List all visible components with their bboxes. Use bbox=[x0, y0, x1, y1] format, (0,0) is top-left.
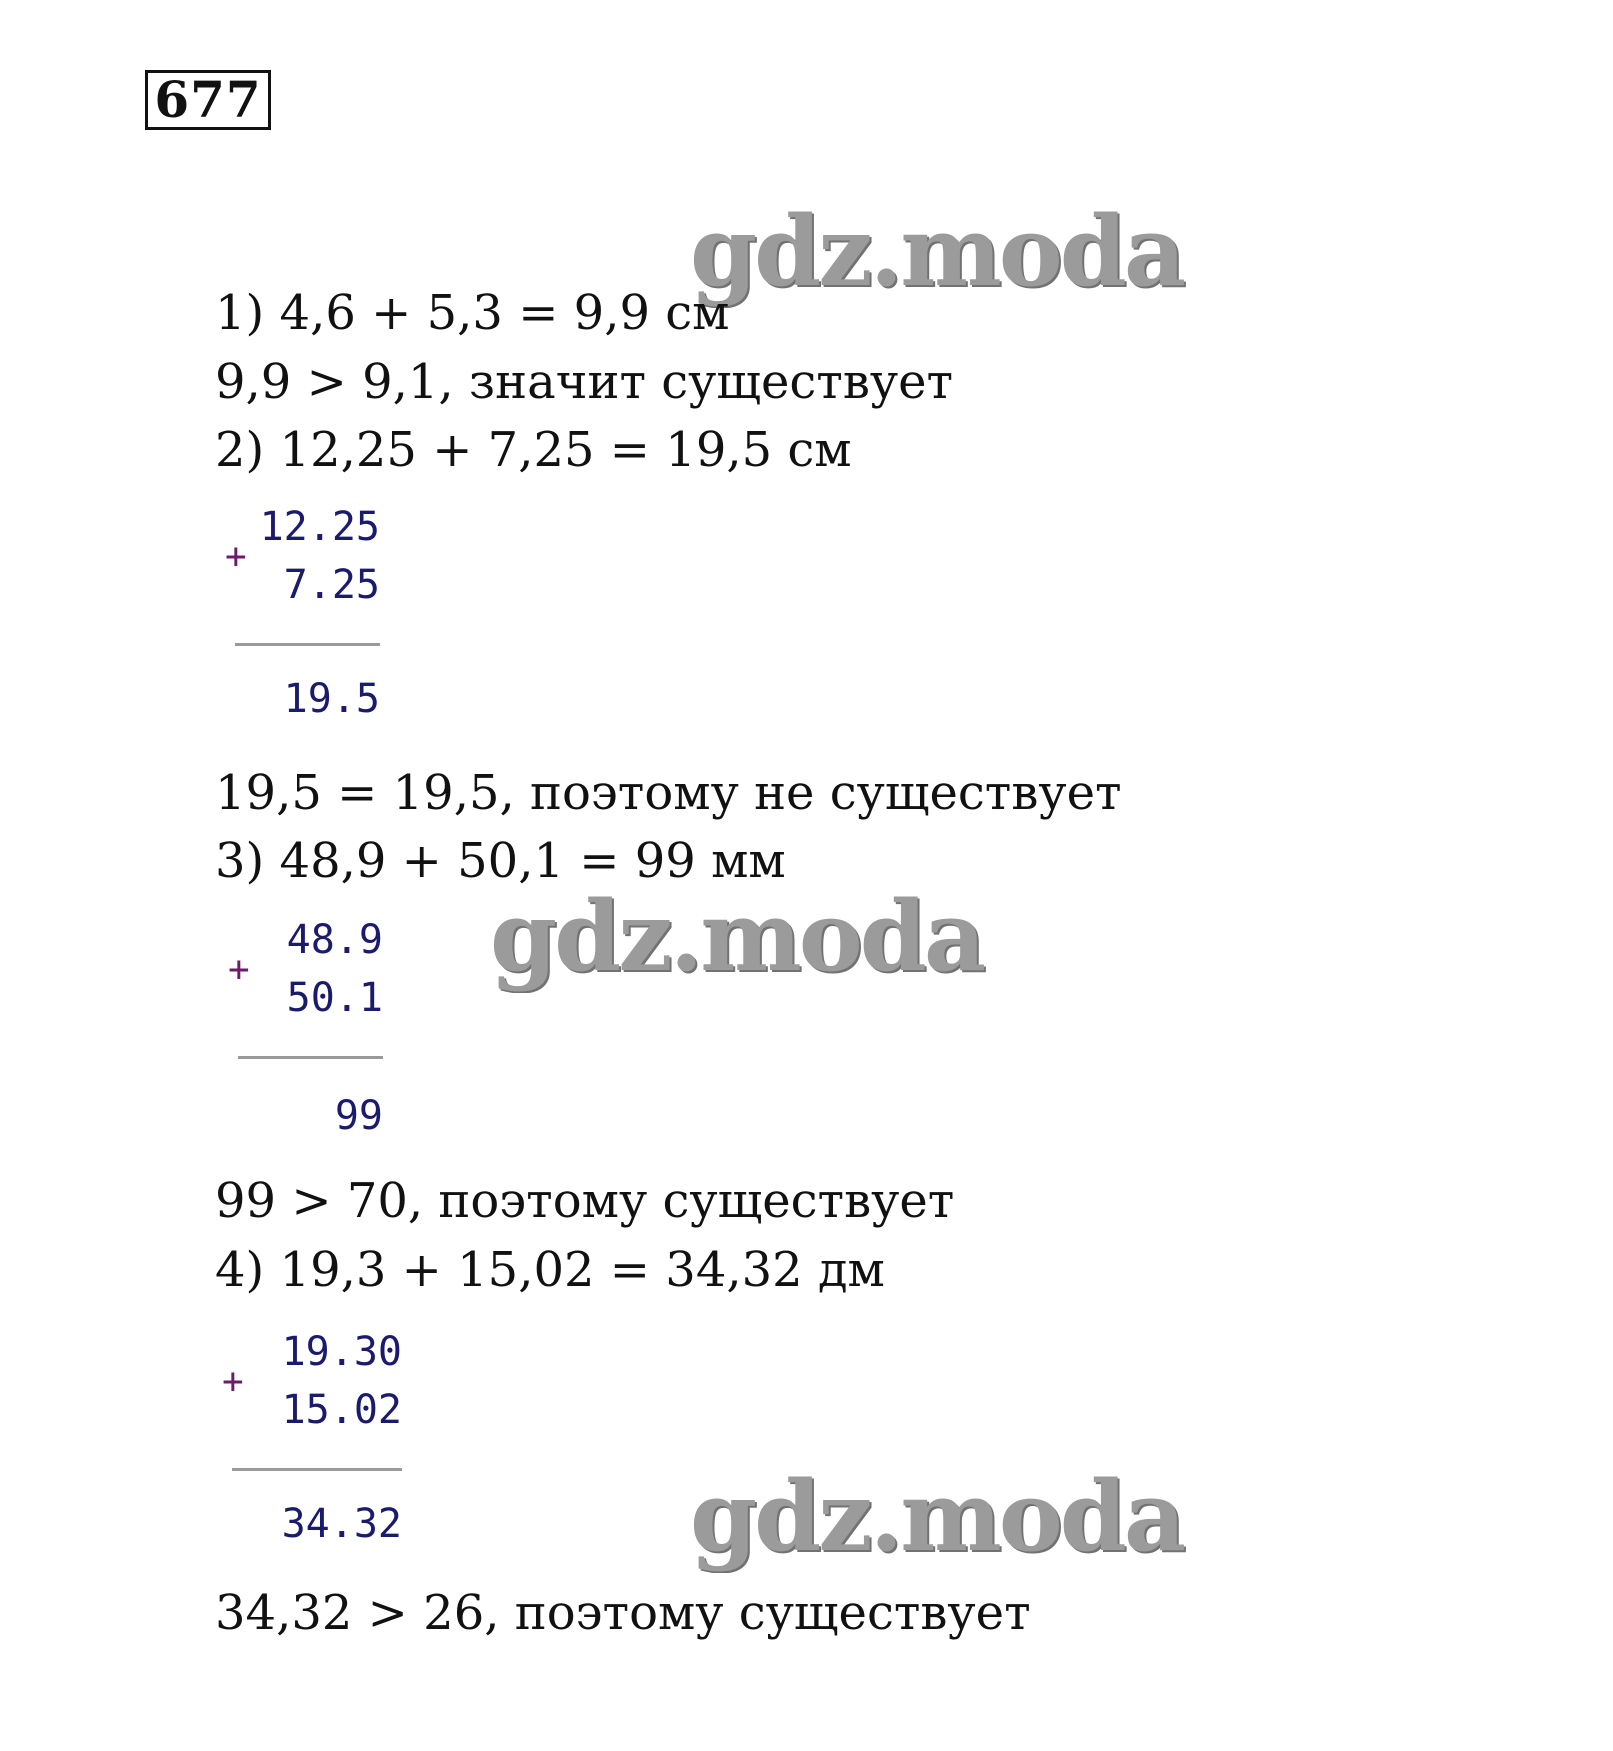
line-6: 99 > 70, поэтому существует bbox=[215, 1173, 955, 1229]
addend-2: 15.02 bbox=[281, 1387, 402, 1433]
column-addition-2 bbox=[228, 918, 383, 1148]
plus-sign: + bbox=[222, 1361, 244, 1402]
line-4: 19,5 = 19,5, поэтому не существует bbox=[215, 765, 1122, 821]
addend-2: 50.1 bbox=[286, 975, 383, 1021]
sum-line bbox=[232, 1468, 402, 1471]
watermark-top: gdz.moda bbox=[690, 195, 1184, 308]
addend-2: 7.25 bbox=[283, 562, 380, 608]
problem-number: 677 bbox=[145, 70, 271, 130]
addend-1: 12.25 bbox=[259, 504, 380, 550]
column-addition-3 bbox=[222, 1330, 402, 1560]
line-7: 4) 19,3 + 15,02 = 34,32 дм bbox=[215, 1242, 885, 1298]
plus-sign: + bbox=[228, 949, 250, 990]
sum: 34.32 bbox=[281, 1501, 402, 1547]
addend-1: 48.9 bbox=[286, 917, 383, 963]
sum: 99 bbox=[334, 1093, 383, 1139]
sum: 19.5 bbox=[283, 676, 380, 722]
line-1: 1) 4,6 + 5,3 = 9,9 см bbox=[215, 285, 730, 341]
line-8: 34,32 > 26, поэтому существует bbox=[215, 1585, 1031, 1641]
line-5: 3) 48,9 + 50,1 = 99 мм bbox=[215, 833, 786, 889]
addend-1: 19.30 bbox=[281, 1329, 402, 1375]
watermark-bottom: gdz.moda bbox=[690, 1460, 1184, 1573]
plus-sign: + bbox=[225, 536, 247, 577]
sum-line bbox=[235, 643, 380, 646]
column-addition-1 bbox=[225, 505, 380, 735]
line-2: 9,9 > 9,1, значит существует bbox=[215, 354, 954, 410]
line-3: 2) 12,25 + 7,25 = 19,5 см bbox=[215, 422, 852, 478]
watermark-middle: gdz.moda bbox=[490, 880, 984, 993]
sum-line bbox=[238, 1056, 383, 1059]
